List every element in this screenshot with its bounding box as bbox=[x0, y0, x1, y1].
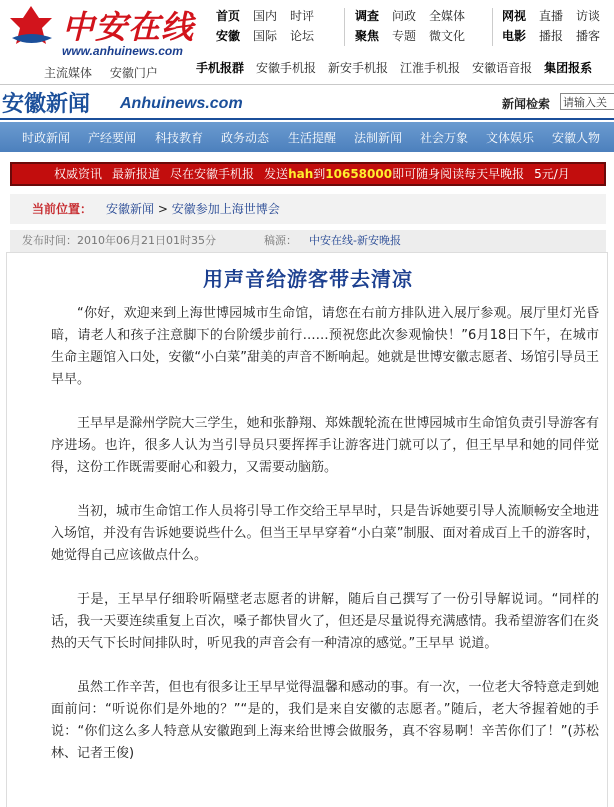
nav-inquiry[interactable]: 问政 bbox=[392, 9, 417, 23]
nav-podcast[interactable]: 播客 bbox=[576, 29, 601, 43]
ticker-item: 最新报道 bbox=[112, 167, 161, 181]
nav-webtv[interactable]: 网视 bbox=[502, 9, 527, 23]
phone-link-voice[interactable]: 安徽语音报 bbox=[472, 61, 533, 75]
phone-link-anhui[interactable]: 安徽手机报 bbox=[256, 61, 317, 75]
site-logo[interactable] bbox=[4, 2, 204, 62]
breadcrumb bbox=[10, 194, 606, 224]
channel-title[interactable]: 安徽新闻 bbox=[2, 92, 91, 117]
article-title: 用声音给游客带去清凉 bbox=[203, 267, 413, 291]
phone-link-group[interactable]: 手机报群 bbox=[196, 61, 245, 75]
channel-bar bbox=[0, 84, 614, 120]
nav-allmedia[interactable]: 全媒体 bbox=[429, 9, 466, 23]
logo-emblem-icon bbox=[6, 4, 56, 50]
nav-divider bbox=[492, 8, 493, 46]
phone-link-jianghuai[interactable]: 江淮手机报 bbox=[400, 61, 461, 75]
publish-time: 2010年06月21日01时35分 bbox=[77, 234, 216, 247]
nav-forum[interactable]: 论坛 bbox=[290, 29, 315, 43]
promo-ticker[interactable] bbox=[10, 162, 606, 186]
breadcrumb-label: 当前位置： bbox=[32, 202, 93, 216]
site-header bbox=[0, 0, 614, 82]
nav-broadcast[interactable]: 播报 bbox=[539, 29, 564, 43]
logo-text: 中安在线 bbox=[62, 8, 195, 46]
nav-interview[interactable]: 访谈 bbox=[576, 9, 601, 23]
nav-domestic[interactable]: 国内 bbox=[253, 9, 278, 23]
category-society[interactable]: 社会万象 bbox=[420, 131, 469, 145]
nav-movie[interactable]: 电影 bbox=[502, 29, 527, 43]
nav-focus[interactable]: 聚焦 bbox=[355, 29, 380, 43]
article-body bbox=[51, 303, 599, 787]
breadcrumb-separator: > bbox=[154, 202, 172, 216]
category-nav bbox=[0, 122, 614, 152]
nav-live[interactable]: 直播 bbox=[539, 9, 564, 23]
top-nav-group-1 bbox=[216, 6, 327, 46]
nav-divider bbox=[344, 8, 345, 46]
source-link[interactable]: 中安在线-新安晚报 bbox=[308, 234, 401, 247]
article-paragraph: 当初，城市生命馆工作人员将引导工作交给王早早时，只是告诉她要引导人流顺畅安全地进入场馆，并没有告诉她要说些什么。但当王早早穿着“小白菜”制服、面对着成百上千的游客时，她觉得自己应该做点什么。 bbox=[51, 504, 599, 563]
nav-topics[interactable]: 专题 bbox=[392, 29, 417, 43]
category-economy[interactable]: 产经要闻 bbox=[88, 131, 137, 145]
category-people[interactable]: 安徽人物 bbox=[552, 131, 601, 145]
article bbox=[6, 252, 608, 807]
publish-time-label: 发布时间： bbox=[22, 234, 77, 247]
nav-anhui[interactable]: 安徽 bbox=[216, 29, 241, 43]
search-label: 新闻检索 bbox=[502, 97, 551, 111]
search-input[interactable]: 请输入关 bbox=[560, 93, 614, 110]
nav-home[interactable]: 首页 bbox=[216, 9, 241, 23]
phone-news-links bbox=[196, 59, 614, 79]
article-meta bbox=[10, 230, 606, 252]
article-paragraph: 虽然工作辛苦，但也有很多让王早早觉得温馨和感动的事。有一次，一位老大爷特意走到她面前问：“听说你们是外地的？”“是的，我们是来自安徽的志愿者。”随后，老大爷握着她的手说：“你们这么多人特意从安徽跑到上海来给世博会做服务，真不容易啊！辛苦你们了！”(苏松林、记者王俊) bbox=[51, 680, 599, 761]
phone-link-xinan[interactable]: 新安手机报 bbox=[328, 61, 389, 75]
sub-link-portal[interactable]: 安徽门户 bbox=[109, 66, 158, 80]
category-legal[interactable]: 法制新闻 bbox=[354, 131, 403, 145]
nav-microculture[interactable]: 微文化 bbox=[429, 29, 466, 43]
article-paragraph: 王早早是滁州学院大三学生，她和张静翔、郑姝靓轮流在世博园城市生命馆负责引导游客有序进场。也许，很多人认为当引导员只要挥挥手让游客进门就可以了，但王早早和她的同伴觉得，这份工作既需要耐心和毅力，又需要动脑筋。 bbox=[51, 416, 599, 475]
phone-link-press-group[interactable]: 集团报系 bbox=[544, 61, 593, 75]
category-politics[interactable]: 时政新闻 bbox=[22, 131, 71, 145]
nav-survey[interactable]: 调查 bbox=[355, 9, 380, 23]
ticker-price: 5元/月 bbox=[534, 167, 570, 181]
article-paragraph: 于是，王早早仔细聆听隔壁老志愿者的讲解，随后自己撰写了一份引导解说词。“同样的话，我一天要连续重复上百次，嗓子都快冒火了，但还是尽量说得充满感情。我希望游客们在炎热的天气下长时间排队时，听见我的声音会有一种清凉的感觉。”王早早 说道。 bbox=[51, 592, 599, 651]
channel-title-en: Anhuinews.com bbox=[120, 95, 243, 112]
breadcrumb-link-anhui-news[interactable]: 安徽新闻 bbox=[106, 202, 155, 216]
source-label: 稿源： bbox=[263, 234, 297, 247]
ticker-item: 权威资讯 bbox=[54, 167, 103, 181]
nav-international[interactable]: 国际 bbox=[253, 29, 278, 43]
category-culture[interactable]: 文体娱乐 bbox=[486, 131, 535, 145]
breadcrumb-link-expo[interactable]: 安徽参加上海世博会 bbox=[171, 202, 280, 216]
category-science[interactable]: 科技教育 bbox=[155, 131, 204, 145]
nav-commentary[interactable]: 时评 bbox=[290, 9, 315, 23]
category-government[interactable]: 政务动态 bbox=[221, 131, 270, 145]
category-life[interactable]: 生活提醒 bbox=[288, 131, 337, 145]
logo-url: www.anhuinews.com bbox=[62, 44, 183, 58]
top-nav-group-2 bbox=[355, 6, 478, 46]
top-nav-group-3 bbox=[502, 6, 613, 46]
sub-link-mainstream[interactable]: 主流媒体 bbox=[44, 66, 93, 80]
ticker-send-text: 发送hah到10658000即可随身阅读每天早晚报 bbox=[264, 167, 525, 181]
ticker-item: 尽在安徽手机报 bbox=[170, 167, 255, 181]
sub-links bbox=[44, 64, 172, 81]
article-paragraph: “你好，欢迎来到上海世博园城市生命馆，请您在右前方排队进入展厅参观。展厅里灯光昏暗，请老人和孩子注意脚下的台阶缓步前行……预祝您此次参观愉快！”6月18日下午，在城市生命主题馆入口处，安徽“小白菜”甜美的声音不断响起。她就是世博安徽志愿者、场馆引导员王早早。 bbox=[51, 306, 599, 387]
